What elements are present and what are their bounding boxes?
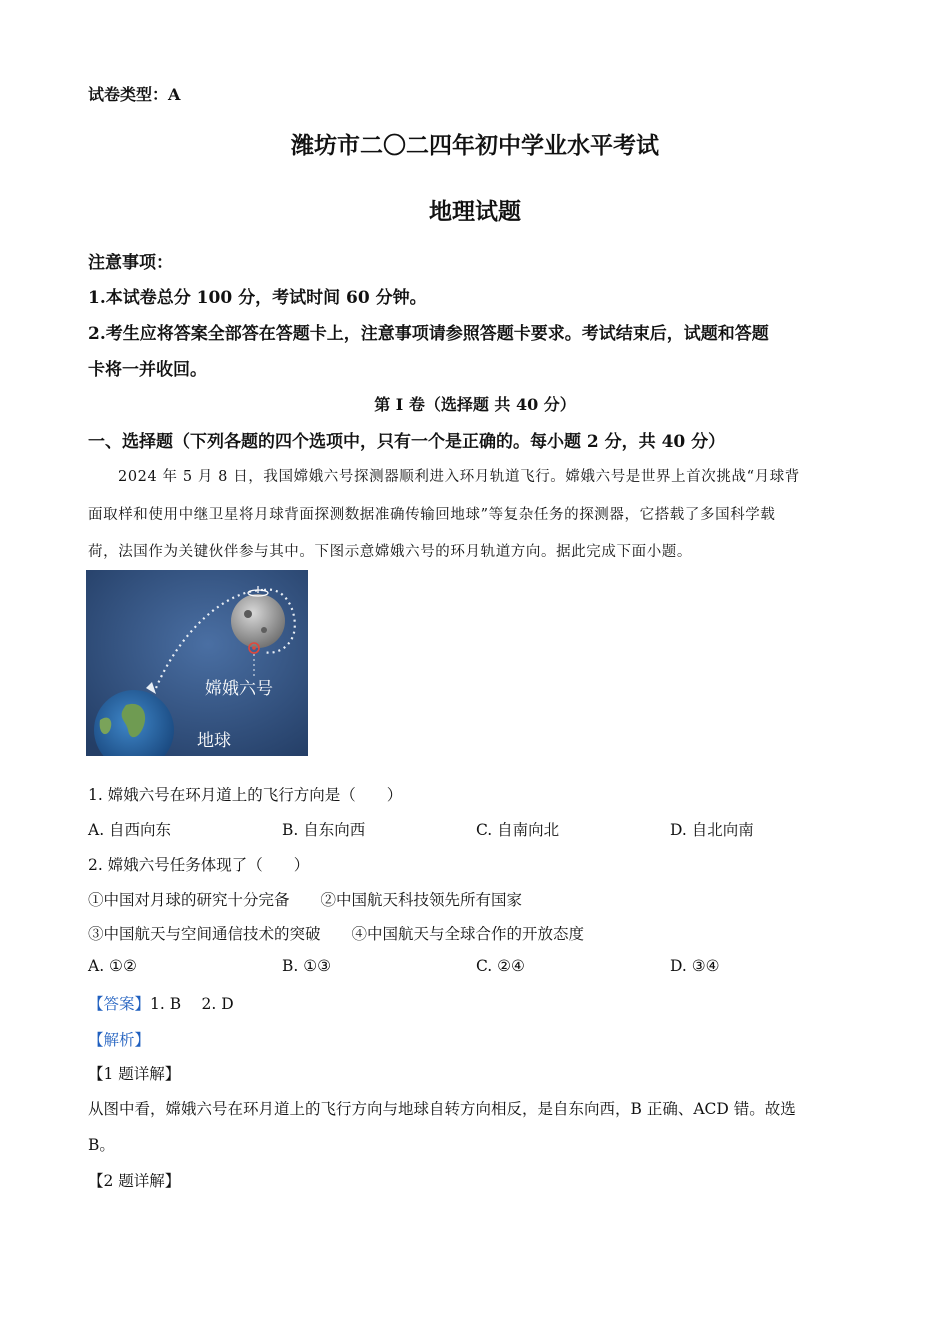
notice-item-2-cont: 卡将一并收回。 <box>88 360 207 380</box>
probe-marker-dot <box>252 646 256 650</box>
q1-option-c: C. 自南向北 <box>476 821 560 839</box>
orbit-figure <box>86 570 308 756</box>
moon-icon <box>231 594 285 648</box>
q2-stem: 2. 嫦娥六号任务体现了（ ） <box>88 856 310 874</box>
q2-option-d: D. ③④ <box>670 957 720 975</box>
passage-line-1: 2024 年 5 月 8 日，我国嫦娥六号探测器顺利进入环月轨道飞行。嫦娥六号是世界上首次挑战“月球背 <box>118 469 800 485</box>
passage-line-3: 荷，法国作为关键伙伴参与其中。下图示意嫦娥六号的环月轨道方向。据此完成下面小题。 <box>88 544 692 560</box>
q2-statements-2: ③中国航天与空间通信技术的突破 ④中国航天与全球合作的开放态度 <box>88 925 585 943</box>
q2-statements-1: ①中国对月球的研究十分完备 ②中国航天科技领先所有国家 <box>88 891 523 909</box>
earth-label: 地球 <box>197 731 231 751</box>
q1-option-a: A. 自西向东 <box>88 821 172 839</box>
part-title: 第 I 卷（选择题 共 40 分） <box>374 395 576 414</box>
notice-item-2: 2.考生应将答案全部答在答题卡上，注意事项请参照答题卡要求。考试结束后，试题和答题 <box>88 324 769 344</box>
notice-heading: 注意事项： <box>88 253 173 273</box>
moon-crater <box>244 610 252 618</box>
q1-option-d: D. 自北向南 <box>670 821 754 839</box>
passage-line-2: 面取样和使用中继卫星将月球背面探测数据准确传输回地球”等复杂任务的探测器，它搭载了多国科学载 <box>88 507 776 523</box>
q2-option-c: C. ②④ <box>476 957 525 975</box>
q1-option-b: B. 自东向西 <box>282 821 366 839</box>
detail-2-heading: 【2 题详解】 <box>88 1172 181 1190</box>
answer-line <box>88 992 234 1014</box>
notice-item-1: 1.本试卷总分 100 分，考试时间 60 分钟。 <box>88 288 427 308</box>
detail-1-line-2: B。 <box>88 1136 115 1154</box>
subject-title: 地理试题 <box>429 198 521 225</box>
detail-1-heading: 【1 题详解】 <box>88 1065 181 1083</box>
probe-label: 嫦娥六号 <box>205 679 273 699</box>
moon-crater <box>261 627 267 633</box>
answer-text: 1. B 2. D <box>150 995 234 1013</box>
q2-option-b: B. ①③ <box>282 957 332 975</box>
analysis-tag: 【解析】 <box>88 1031 151 1049</box>
exam-title: 潍坊市二〇二四年初中学业水平考试 <box>291 132 659 159</box>
q1-stem: 1. 嫦娥六号在环月道上的飞行方向是（ ） <box>88 786 403 804</box>
detail-1-line-1: 从图中看，嫦娥六号在环月道上的飞行方向与地球自转方向相反，是自东向西，B 正确、ACD 错。故选 <box>88 1100 796 1118</box>
q2-option-a: A. ①② <box>88 957 137 975</box>
answer-tag: 【答案】 <box>88 995 151 1013</box>
section-title: 一、选择题（下列各题的四个选项中，只有一个是正确的。每小题 2 分，共 40 分） <box>88 432 726 452</box>
paper-type: 试卷类型：A <box>88 85 181 104</box>
